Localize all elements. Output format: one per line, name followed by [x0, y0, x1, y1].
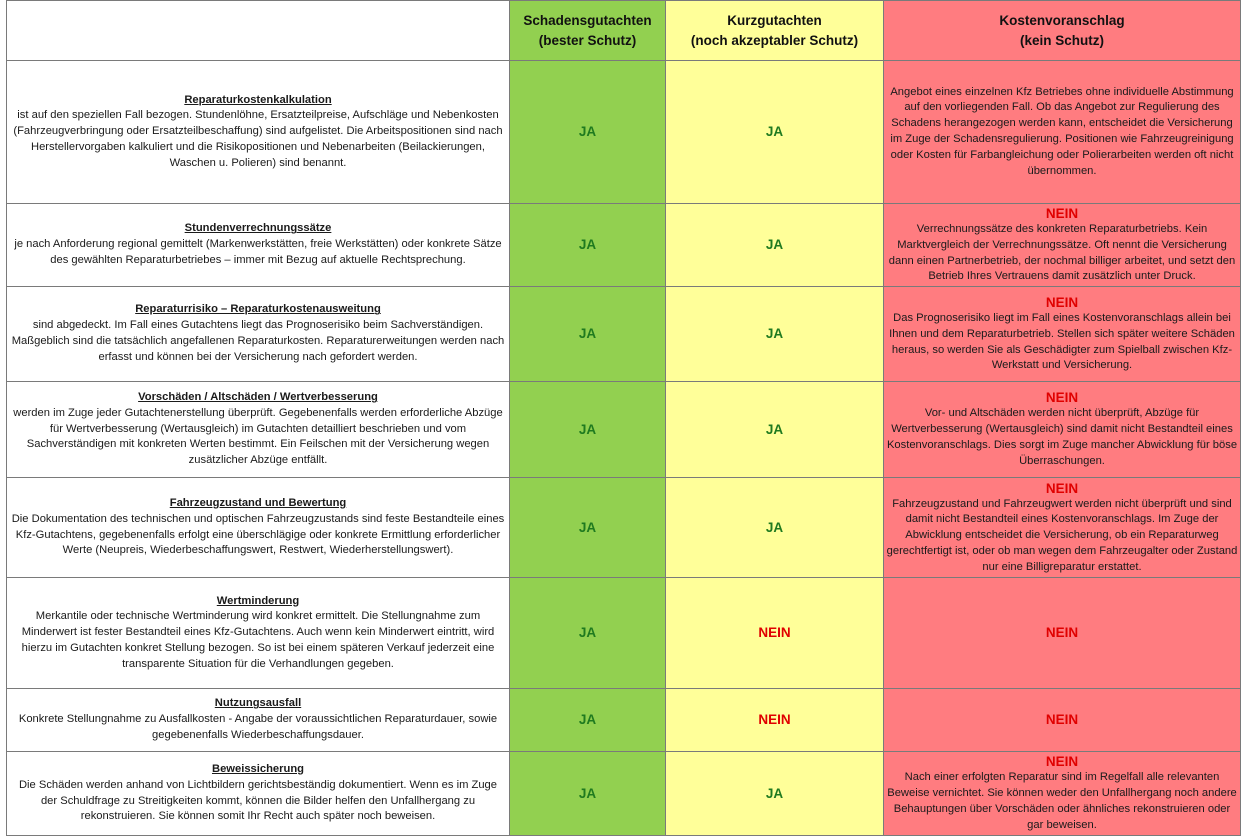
schadensgutachten-cell — [510, 204, 666, 287]
row-description — [7, 752, 510, 836]
kostenvoranschlag-cell — [884, 752, 1241, 836]
header-blank-cell — [7, 1, 510, 61]
row-title: Beweissicherung — [211, 762, 305, 775]
row-description — [7, 204, 510, 287]
row-title: Reparaturkostenkalkulation — [184, 93, 332, 106]
schadensgutachten-cell — [510, 689, 666, 752]
kurzgutachten-cell — [666, 382, 884, 478]
ja-value: JA — [578, 519, 597, 535]
table-row-nutzungsausfall — [7, 689, 1241, 752]
row-text: Konkrete Stellungnahme zu Ausfallkosten - Angabe der voraussichtlichen Reparaturdauer, sowie gegebenenfalls Wiederbeschaffungsdauer. — [18, 713, 498, 741]
ja-value: JA — [578, 785, 597, 801]
ja-value: JA — [765, 519, 784, 535]
kostenvoranschlag-cell — [884, 204, 1241, 287]
schadensgutachten-cell — [510, 752, 666, 836]
nein-value: NEIN — [758, 712, 791, 727]
ja-value: JA — [765, 326, 784, 341]
schadensgutachten-cell — [510, 578, 666, 689]
row-description — [7, 61, 510, 204]
header-kostenvoranschlag-title: Kostenvoranschlag — [999, 12, 1125, 28]
nein-label: NEIN — [1045, 390, 1079, 406]
row-title: Fahrzeugzustand und Bewertung — [169, 496, 347, 509]
header-kostenvoranschlag-subtitle: (kein Schutz) — [1019, 32, 1104, 48]
schadensgutachten-cell — [510, 478, 666, 578]
kostenvoranschlag-cell — [884, 478, 1241, 578]
comparison-table — [6, 0, 1241, 836]
kurzgutachten-cell — [666, 689, 884, 752]
nein-value: NEIN — [1045, 712, 1079, 727]
row-description — [7, 689, 510, 752]
table-row-reparaturrisiko — [7, 287, 1241, 382]
ja-value: JA — [578, 326, 597, 341]
ja-value: JA — [578, 124, 597, 139]
table-row-beweissicherung — [7, 752, 1241, 836]
ja-value: JA — [765, 237, 784, 252]
row-text: Die Dokumentation des technischen und optischen Fahrzeugzustands sind feste Bestandteile eines Kfz-Gutachtens, gegebenenfalls erfolgt eine überschlägige oder konkrete Ermittlung erforderlicher Werte (Neupreis, Wiederbeschaffungswert, Restwert, Wiederherstellungswert). — [11, 512, 505, 557]
kurzgutachten-cell — [666, 204, 884, 287]
table-row-fahrzeugzustand — [7, 478, 1241, 578]
kurzgutachten-cell — [666, 287, 884, 382]
kurzgutachten-cell — [666, 752, 884, 836]
header-schadensgutachten-subtitle: (bester Schutz) — [538, 32, 637, 48]
ja-value: JA — [765, 785, 784, 801]
table-row-wertminderung — [7, 578, 1241, 689]
header-row — [7, 1, 1241, 61]
nein-value: NEIN — [1045, 625, 1079, 640]
header-kurzgutachten — [666, 1, 884, 61]
schadensgutachten-cell — [510, 61, 666, 204]
kostenvoranschlag-text: Fahrzeugzustand und Fahrzeugwert werden nicht überprüft und sind damit nicht Bestandteil eines Kostenvoranschlags. Im Zuge der Abwicklung entscheidet die Versicherung, ob ein Reparaturweg gerechtfertigt ist, oder ob man wegen dem Fahrzeugalter oder Zustand nur eine Billigreparatur erstattet. — [886, 497, 1238, 573]
nein-label: NEIN — [1045, 480, 1079, 496]
table-row-stundenverrechnungssaetze — [7, 204, 1241, 287]
row-description — [7, 382, 510, 478]
ja-value: JA — [578, 237, 597, 252]
row-text: sind abgedeckt. Im Fall eines Gutachtens liegt das Prognoserisiko beim Sachverständigen. Maßgeblich sind die tatsächlich angefallenen Reparaturkosten. Reparaturerweitungen werden nach erfasst und können bei der Versicherung nach gefordert werden. — [11, 319, 505, 363]
ja-value: JA — [578, 421, 597, 437]
ja-value: JA — [765, 124, 784, 139]
kurzgutachten-cell — [666, 578, 884, 689]
kurzgutachten-cell — [666, 478, 884, 578]
table-row-reparaturkostenkalkulation — [7, 61, 1241, 204]
row-title: Vorschäden / Altschäden / Wertverbesserung — [138, 391, 378, 403]
nein-label: NEIN — [1045, 205, 1079, 221]
header-kostenvoranschlag — [884, 1, 1241, 61]
ja-value: JA — [765, 421, 784, 437]
schadensgutachten-cell — [510, 382, 666, 478]
kostenvoranschlag-cell — [884, 382, 1241, 478]
nein-label: NEIN — [1045, 294, 1079, 310]
kurzgutachten-cell — [666, 61, 884, 204]
row-text: Die Schäden werden anhand von Lichtbildern gerichtsbeständig dokumentiert. Wenn es im Zuge der Schuldfrage zu Streitigkeiten kommt, können die Bilder helfen den Unfallhergang zu rekonstruieren. Sie können somit Ihr Recht auch später noch beweisen. — [18, 778, 498, 823]
header-kurzgutachten-title: Kurzgutachten — [727, 12, 822, 28]
kostenvoranschlag-text: Vor- und Altschäden werden nicht überprüft, Abzüge für Wertverbesserung (Wertausgleich) sind damit nicht Bestandteil eines Kostenvoranschlags. Dies sorgt im Zuge mancher Abwicklung für böse Überraschungen. — [886, 407, 1238, 467]
row-description — [7, 478, 510, 578]
kostenvoranschlag-text: Das Prognoserisiko liegt im Fall eines Kostenvoranschlags allein bei Ihnen und dem Reparaturbetrieb. Stellen sich später weitere Schäden heraus, so werden Sie als Geschädigter zum Spielball zwischen Kfz-Werkstatt und Versicherung. — [889, 311, 1235, 372]
kostenvoranschlag-cell — [884, 689, 1241, 752]
row-text: werden im Zuge jeder Gutachtenerstellung überprüft. Gegebenenfalls werden erforderliche Abzüge für Wertverbesserung (Wertausgleich) im Gutachten detailliert beschrieben und vom Sachverständigen mit konkreten Werten bestimmt. Ein Feilschen mit der Versicherung wegen zusätzlicher Abzüge entfällt. — [13, 406, 503, 467]
kostenvoranschlag-cell — [884, 287, 1241, 382]
row-title: Reparaturrisiko – Reparaturkostenausweitung — [135, 303, 381, 316]
nein-label: NEIN — [1045, 754, 1079, 770]
schadensgutachten-cell — [510, 287, 666, 382]
kostenvoranschlag-text: Nach einer erfolgten Reparatur sind im Regelfall alle relevanten Beweise vernichtet. Sie können weder den Unfallhergang noch andere Behauptungen über Vorschäden oder ähnliches rekonstruieren oder gar beweisen. — [887, 771, 1237, 831]
kostenvoranschlag-text: Verrechnungssätze des konkreten Reparaturbetriebs. Kein Marktvergleich der Verrechnungssätze. Oft nennt die Versicherung dann einen Partnerbetrieb, der nochmal billiger arbeitet, und setzt den Betrieb Ihres Vertrauens damit zusätzlich unter Druck. — [888, 222, 1236, 283]
kostenvoranschlag-cell — [884, 578, 1241, 689]
row-text: Merkantile oder technische Wertminderung wird konkret ermittelt. Die Stellungnahme zum Minderwert ist fester Bestandteil eines Kfz-Gutachtens. Auch wenn kein Minderwert eintritt, wird hierzu im Gutachten konkret Stellung bezogen. So ist bei einem späteren Verkauf jederzeit eine transparente Situation für die Verhandlungen gegeben. — [21, 610, 495, 670]
header-schadensgutachten-title: Schadensgutachten — [523, 12, 652, 28]
nein-value: NEIN — [758, 625, 791, 640]
row-title: Wertminderung — [216, 594, 300, 607]
header-kurzgutachten-subtitle: (noch akzeptabler Schutz) — [690, 32, 859, 48]
row-text: ist auf den speziellen Fall bezogen. Stundenlöhne, Ersatzteilpreise, Aufschläge und Nebenkosten (Fahrzeugverbringung oder Ersatzteilbeschaffung) sind aufgelistet. Die Arbeitspositionen sind nach Herstellervorgaben kalkuliert und die Risikopositionen und Nebenarbeiten (Beilackierungen, Waschen u. Polieren) sind benannt. — [13, 109, 503, 169]
kostenvoranschlag-cell — [884, 61, 1241, 204]
table-row-vorschaeden — [7, 382, 1241, 478]
row-title: Stundenverrechnungssätze — [184, 222, 332, 235]
ja-value: JA — [578, 712, 597, 727]
row-description — [7, 287, 510, 382]
ja-value: JA — [578, 625, 597, 640]
kostenvoranschlag-text: Angebot eines einzelnen Kfz Betriebes ohne individuelle Abstimmung auf den vorliegenden Fall. Ob das Angebot zur Regulierung des Schadens herangezogen werden kann, entscheidet die Versicherung im Zuge der Schadensregulierung. Positionen wie Fahrzeugreinigung oder Kosten für Farbangleichung oder Polierarbeiten werden oft nicht übernommen. — [890, 85, 1234, 177]
row-title: Nutzungsausfall — [214, 697, 302, 710]
row-text: je nach Anforderung regional gemittelt (Markenwerkstätten, freie Werkstätten) oder konkrete Sätze des gewählten Reparaturbetriebes – immer mit Bezug auf aktuelle Rechtsprechung. — [14, 238, 502, 266]
row-description — [7, 578, 510, 689]
header-schadensgutachten — [510, 1, 666, 61]
